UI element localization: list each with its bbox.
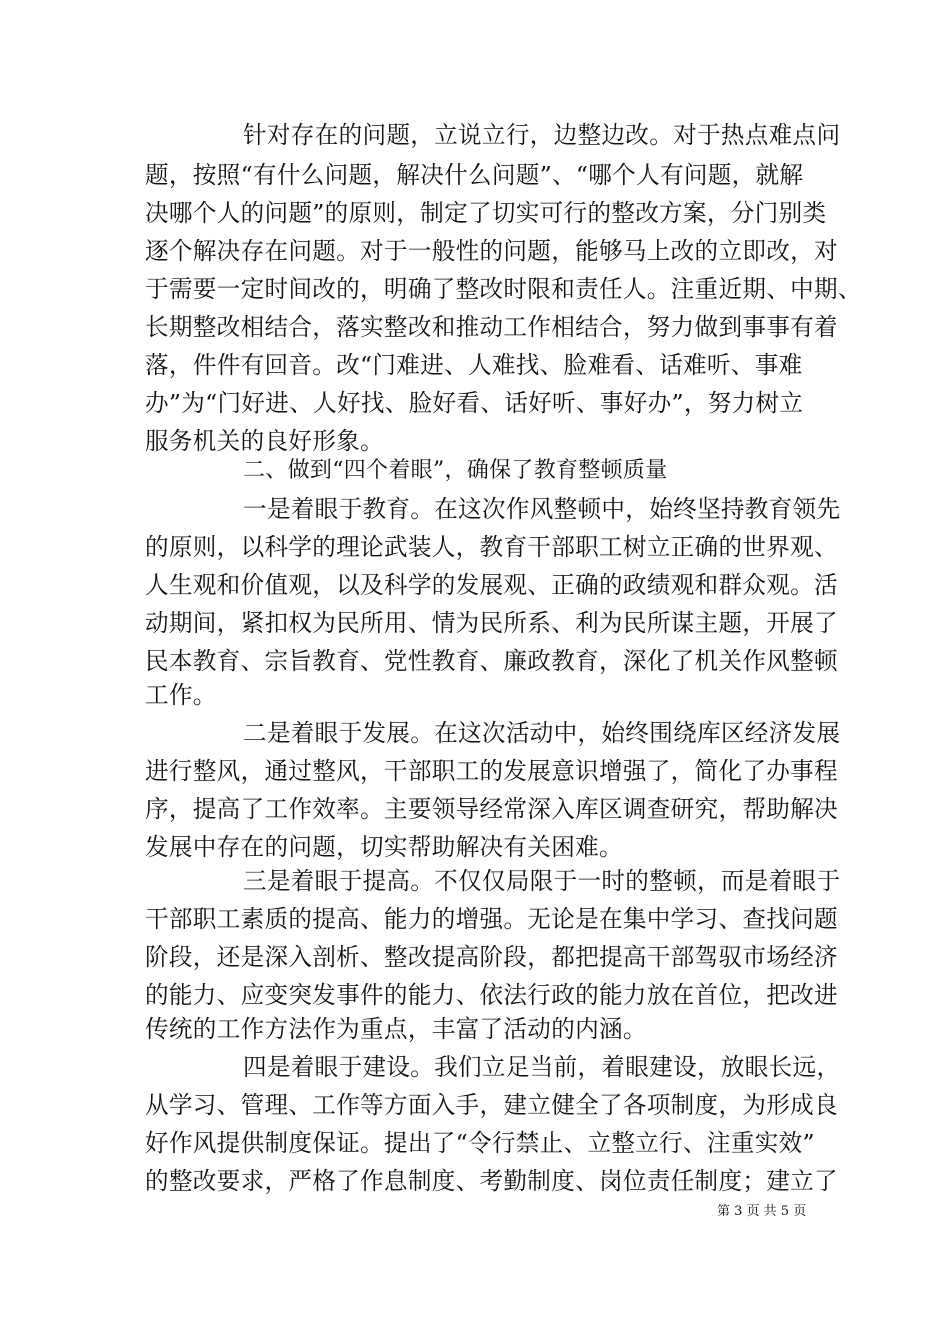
text-line: 题，按照“有什么问题，解决什么问题”、“哪个人有问题，就解 [145,161,804,189]
text-line: 长期整改相结合，落实整改和推动工作相结合，努力做到事事有着 [145,313,838,341]
text-line: 人生观和价值观，以及科学的发展观、正确的政绩观和群众观。活 [145,571,838,599]
text-line: 落，件件有回音。改“门难进、人难找、脸难看、话难听、事难 [145,351,803,379]
text-line: 逐个解决存在问题。对于一般性的问题，能够马上改的立即改，对 [145,237,838,265]
text-line: 的原则，以科学的理论武装人，教育干部职工树立正确的世界观、 [145,533,838,561]
text-line: 服务机关的良好形象。 [145,427,384,455]
text-line: 针对存在的问题，立说立行，边整边改。对于热点难点问 [243,121,841,149]
page-number-footer: 第 3 页 共 5 页 [717,1204,807,1219]
text-line: 发展中存在的问题，切实帮助解决有关困难。 [145,833,623,861]
text-line: 二是着眼于发展。在这次活动中，始终围绕库区经济发展 [243,719,841,747]
text-line: 三是着眼于提高。不仅仅局限于一时的整顿，而是着眼于 [243,867,841,895]
text-line: 于需要一定时间改的，明确了整改时限和责任人。注重近期、中期、 [145,275,862,303]
text-line: 阶段，还是深入剖析、整改提高阶段，都把提高干部驾驭市场经济 [145,943,838,971]
text-line: 从学习、管理、工作等方面入手，建立健全了各项制度，为形成良 [145,1091,838,1119]
text-line: 办”为“门好进、人好找、脸好看、话好听、事好办”，努力树立 [145,389,804,417]
text-line: 工作。 [145,681,217,709]
text-line: 的能力、应变突发事件的能力、依法行政的能力放在首位，把改进 [145,981,838,1009]
text-line: 决哪个人的问题”的原则，制定了切实可行的整改方案，分门别类 [145,199,827,227]
text-line: 民本教育、宗旨教育、党性教育、廉政教育，深化了机关作风整顿 [145,647,838,675]
text-line: 序，提高了工作效率。主要领导经常深入库区调查研究，帮助解决 [145,795,838,823]
text-line: 一是着眼于教育。在这次作风整顿中，始终坚持教育领先 [243,495,841,523]
text-line: 好作风提供制度保证。提出了“令行禁止、立整立行、注重实效” [145,1129,815,1157]
section-heading: 二、做到“四个着眼”，确保了教育整顿质量 [243,458,668,483]
text-line: 干部职工素质的提高、能力的增强。无论是在集中学习、查找问题 [145,905,838,933]
text-line: 进行整风，通过整风，干部职工的发展意识增强了，简化了办事程 [145,757,838,785]
text-line: 的整改要求，严格了作息制度、考勤制度、岗位责任制度；建立了 [145,1167,838,1195]
text-line: 动期间，紧扣权为民所用、情为民所系、利为民所谋主题，开展了 [145,609,838,637]
text-line: 四是着眼于建设。我们立足当前，着眼建设，放眼长远， [243,1053,841,1081]
text-line: 传统的工作方法作为重点，丰富了活动的内涵。 [145,1015,647,1043]
